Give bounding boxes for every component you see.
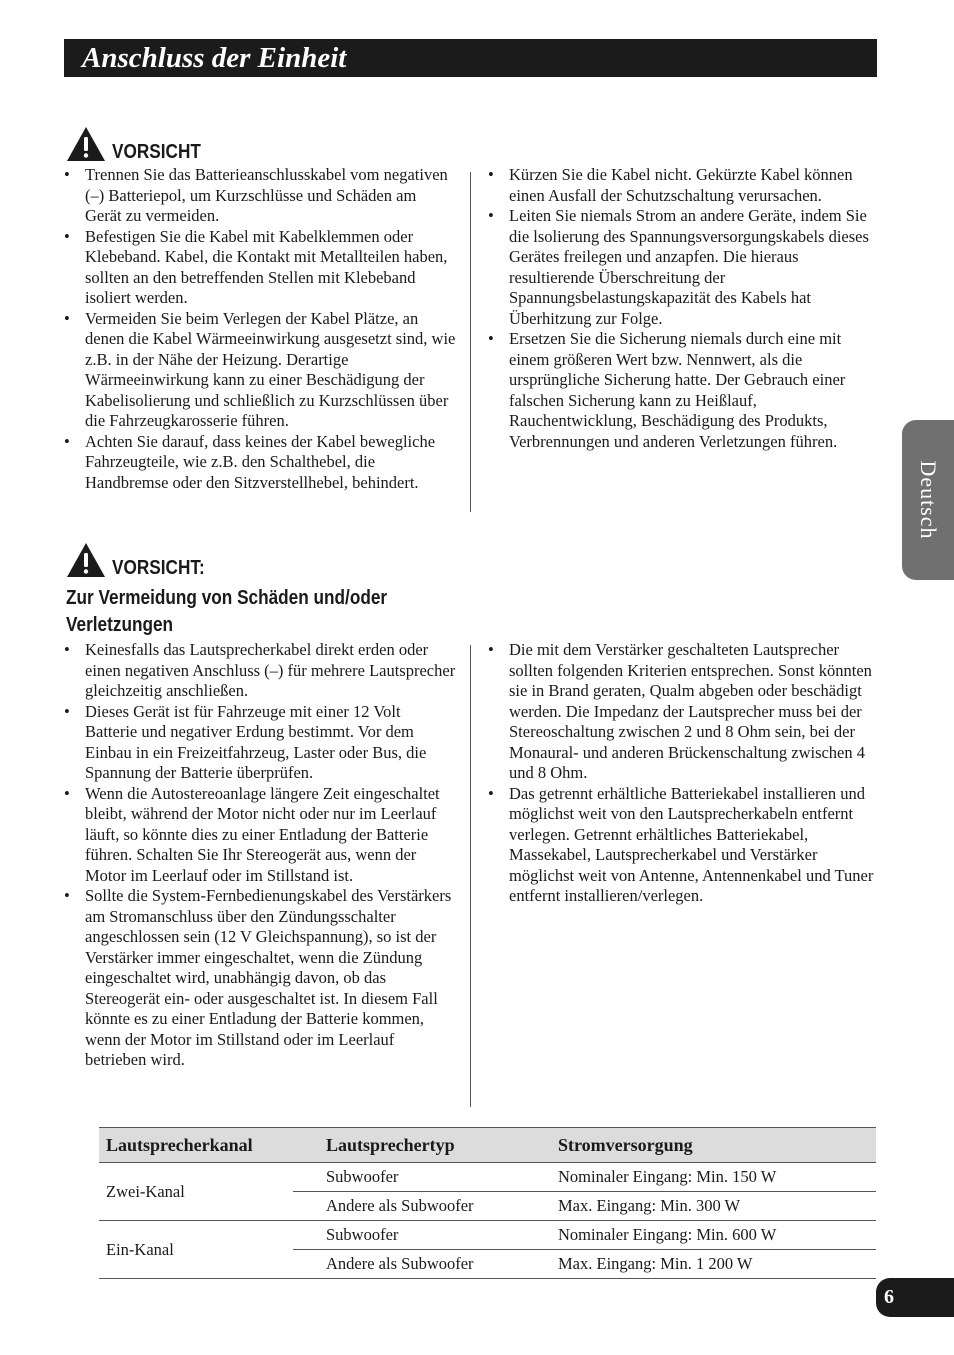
caution-list-right <box>488 165 880 452</box>
speaker-type-cell: Andere als Subwoofer <box>293 1192 551 1221</box>
speaker-type-cell: Andere als Subwoofer <box>293 1250 551 1279</box>
list-item: • Vermeiden Sie beim Verlegen der Kabel Plätze, an denen die Kabel Wärmeeinwirkung ausgesetzt sind, wie z.B. in der Nähe der Heizung. Derartige Wärmeeinwirkung kann zu einer Beschädigung der Kabelisolierung und schließlich zu Kurzschlüssen über die Fahrzeugkarosserie führen. <box>64 309 456 432</box>
language-tab-label: Deutsch <box>916 460 941 540</box>
column-divider <box>470 645 471 1107</box>
list-item: • Das getrennt erhältliche Batteriekabel installieren und möglichst weit von den Lautsprecherkabeln entfernt verlegen. Getrennt erhältliches Batteriekabel, Massekabel, Lautsprecherkabel und Verstärker möglichst weit von Antenne, Antennenkabel und Tuner entfernt installieren/verlegen. <box>488 784 880 907</box>
caution-label: VORSICHT <box>112 141 201 163</box>
section-subheading: Zur Vermeidung von Schäden und/oder Verletzungen <box>66 587 388 636</box>
list-item: • Achten Sie darauf, dass keines der Kabel bewegliche Fahrzeugteile, wie z.B. den Schalthebel, die Handbremse oder den Sitzverstellhebel, behindert. <box>64 432 456 494</box>
list-item: • Leiten Sie niemals Strom an andere Geräte, indem Sie die lsolierung des Spannungsversorgungskabels dieses Gerätes freilegen und anzapfen. Die hieraus resultierende Überschreitung der Spannungsbelastungskapazität des Kabels hat Überhitzung zur Folge. <box>488 206 880 329</box>
table-header-cell: Lautsprechertyp <box>293 1128 551 1163</box>
caution-heading <box>66 538 220 578</box>
speaker-type-cell: Subwoofer <box>293 1221 551 1250</box>
power-cell: Max. Eingang: Min. 1 200 W <box>551 1250 876 1279</box>
table-header-cell: Lautsprecherkanal <box>99 1128 293 1163</box>
speaker-spec-table <box>99 1127 876 1279</box>
table-header-row <box>99 1128 876 1163</box>
list-item: • Sollte die System-Fernbedienungskabel des Verstärkers am Stromanschluss über den Zündungsschalter angeschlossen sein (12 V Gleichspannung), so ist der Verstärker immer eingeschaltet, wenn die Zündung eingeschaltet wird, unabhängig davon, ob das Stereogerät ein- oder ausgeschaltet ist. In diesem Fall könnte es zu einer Entladung der Batterie kommen, wenn der Motor im Stillstand oder im Leerlauf betrieben wird. <box>64 886 456 1071</box>
list-item: • Trennen Sie das Batterieanschlusskabel vom negativen (–) Batteriepol, um Kurzschlüsse und Schäden am Gerät zu vermeiden. <box>64 165 456 227</box>
list-item: • Wenn die Autostereoanlage längere Zeit eingeschaltet bleibt, während der Motor nicht oder nur im Leerlauf läuft, so könnte dies zu einer Entladung der Batterie führen. Schalten Sie Ihr Stereogerät aus, wenn der Motor im Leerlauf oder im Stillstand ist. <box>64 784 456 887</box>
warning-icon <box>66 542 106 578</box>
channel-cell: Ein-Kanal <box>99 1221 293 1279</box>
table-header-cell: Stromversorgung <box>551 1128 876 1163</box>
power-cell: Max. Eingang: Min. 300 W <box>551 1192 876 1221</box>
power-cell: Nominaler Eingang: Min. 600 W <box>551 1221 876 1250</box>
list-item: • Dieses Gerät ist für Fahrzeuge mit einer 12 Volt Batterie und negativer Erdung bestimmt. Vor dem Einbau in ein Freizeitfahrzeug, Laster oder Bus, die Spannung der Batterie überprüfen. <box>64 702 456 784</box>
list-item: • Ersetzen Sie die Sicherung niemals durch eine mit einem größeren Wert bzw. Nennwert, als die ursprüngliche Sicherung hatte. Der Gebrauch einer falschen Sicherung kann zu Heißlauf, Rauchentwicklung, Beschädigung des Produkts, Verbrennungen und anderen Verletzungen führen. <box>488 329 880 452</box>
table-row <box>99 1163 876 1192</box>
table-row <box>99 1221 876 1250</box>
list-item: • Kürzen Sie die Kabel nicht. Gekürzte Kabel können einen Ausfall der Schutzschaltung verursachen. <box>488 165 880 206</box>
list-item: • Befestigen Sie die Kabel mit Kabelklemmen oder Klebeband. Kabel, die Kontakt mit Metallteilen haben, sollten an den betreffenden Stellen mit Klebeband isoliert werden. <box>64 227 456 309</box>
warning-icon <box>66 126 106 162</box>
caution-list-left <box>64 165 456 493</box>
page-number: 6 <box>876 1278 954 1317</box>
power-cell: Nominaler Eingang: Min. 150 W <box>551 1163 876 1192</box>
channel-cell: Zwei-Kanal <box>99 1163 293 1221</box>
language-tab <box>902 420 954 580</box>
caution-list-left <box>64 640 456 1071</box>
list-item: • Die mit dem Verstärker geschalteten Lautsprecher sollten folgenden Kriterien entsprechen. Sonst könnten sie in Brand geraten, Qualm abgeben oder beschädigt werden. Die Impedanz der Lautsprecher muss bei der Stereoschaltung zwischen 2 und 8 Ohm sein, bei der Monaural- und anderen Brückenschaltung zwischen 4 und 8 Ohm. <box>488 640 880 784</box>
caution-list-right <box>488 640 880 907</box>
list-item: • Keinesfalls das Lautsprecherkabel direkt erden oder einen negativen Anschluss (–) für mehrere Lautsprecher gleichzeitig anschließen. <box>64 640 456 702</box>
speaker-type-cell: Subwoofer <box>293 1163 551 1192</box>
page-title: Anschluss der Einheit <box>64 39 877 77</box>
caution-heading <box>66 122 215 162</box>
caution-label: VORSICHT: <box>112 557 205 579</box>
column-divider <box>470 172 471 512</box>
